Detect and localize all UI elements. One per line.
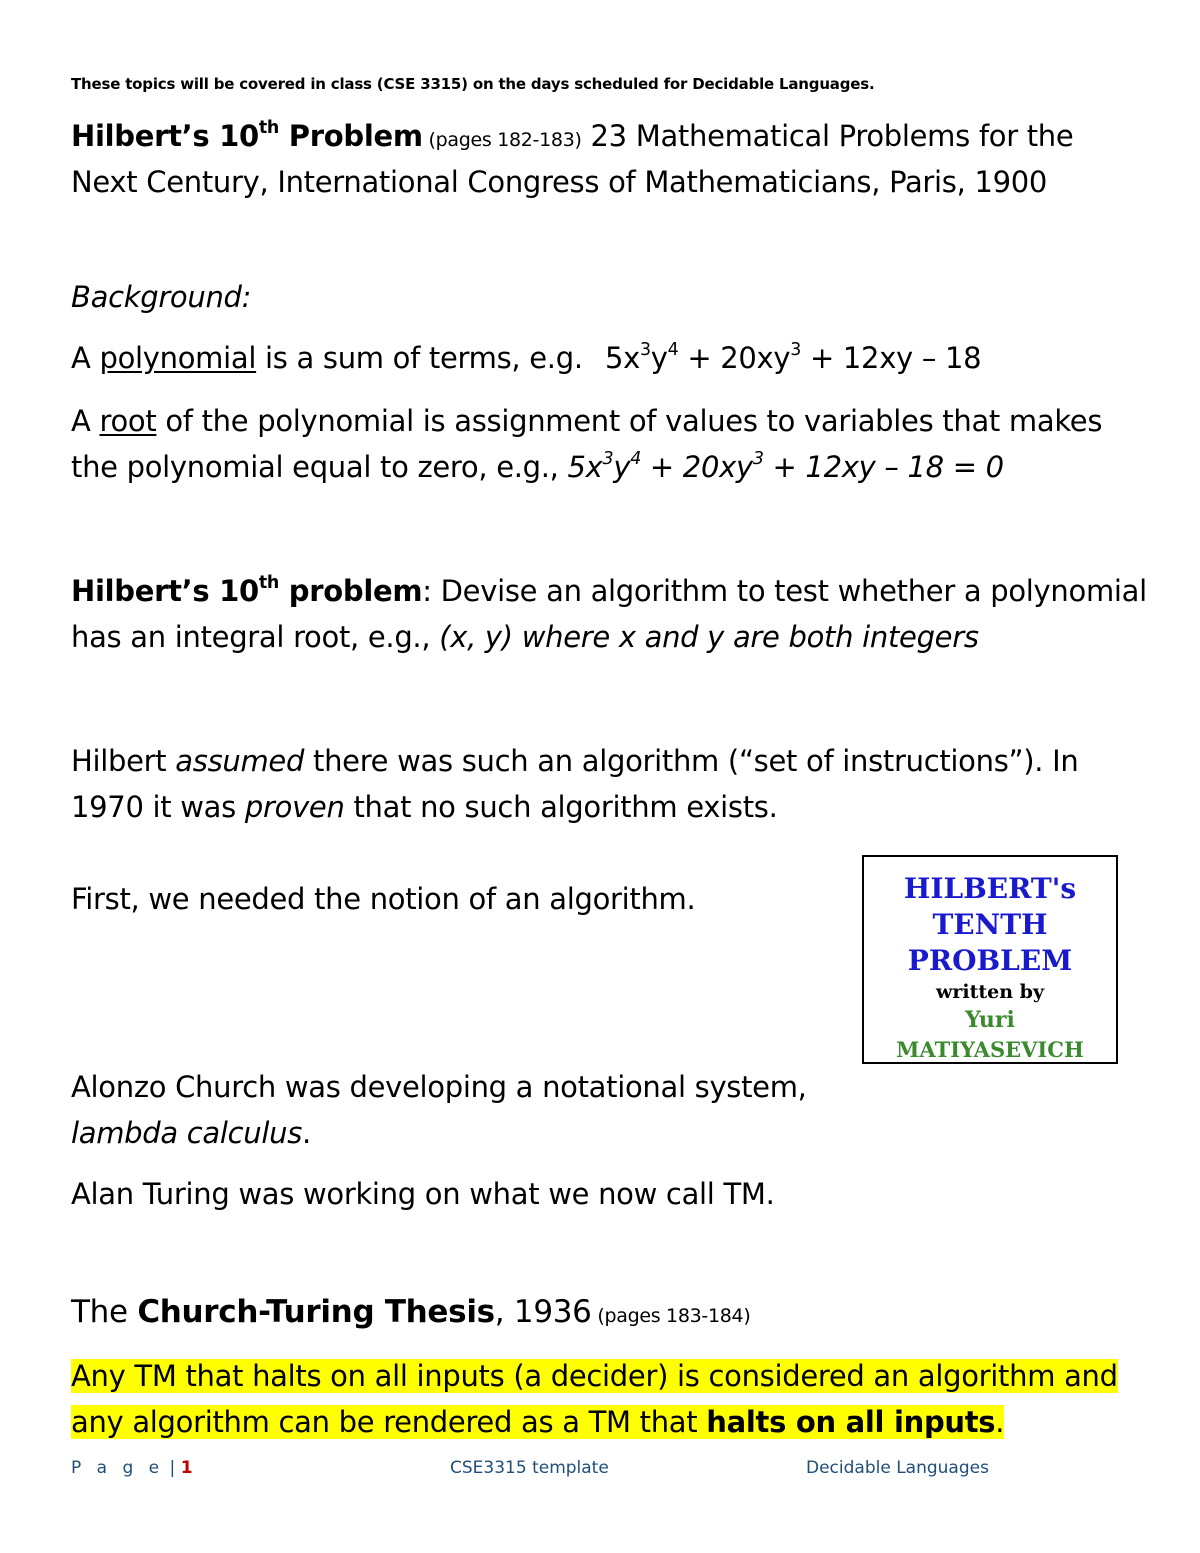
- root-line2-text: the polynomial equal to zero, e.g.,: [71, 450, 568, 484]
- thesis-pages: (pages 183-184): [591, 1305, 751, 1327]
- root-definition-line1: [71, 398, 1102, 444]
- proven-italic: proven: [244, 790, 345, 824]
- poly-ex-sup2: 4: [667, 339, 679, 360]
- poly-ex-mid: + 20xy: [678, 341, 791, 375]
- book-line-written-by: written by: [936, 981, 1044, 1003]
- book-author-last: MATIYASEVICH: [896, 1037, 1084, 1062]
- highlight-bold: halts on all inputs: [706, 1405, 996, 1439]
- polynomial-text-b: is a sum of terms, e.g.: [256, 341, 583, 375]
- problem-line2: [71, 614, 979, 660]
- heading-pages: (pages 182-183): [422, 129, 582, 151]
- heading-title: Hilbert’s 10: [71, 119, 259, 153]
- footer-page: [71, 1458, 193, 1478]
- heading-hilbert-line2: Next Century, International Congress of Mathematicians, Paris, 1900: [71, 165, 1048, 199]
- church-period: .: [302, 1116, 311, 1150]
- book-author-first: Yuri: [965, 1007, 1015, 1033]
- book-line-problem: PROBLEM: [907, 944, 1073, 977]
- problem-line2-italic: (x, y) where x and y are both integers: [439, 620, 979, 654]
- root-ex-end: + 12xy – 18 = 0: [763, 450, 1004, 484]
- thesis-heading: [71, 1292, 750, 1336]
- assumed-b: there was such an algorithm (“set of instructions”). In: [304, 744, 1079, 778]
- assumed-d: that no such algorithm exists.: [344, 790, 778, 824]
- highlight-end: .: [995, 1405, 1005, 1439]
- church-line1: Alonzo Church was developing a notational system,: [71, 1070, 807, 1104]
- root-example: [568, 450, 1004, 484]
- polynomial-example: [605, 335, 981, 381]
- root-term: root: [99, 404, 157, 438]
- root-ex-sup3: 3: [752, 448, 764, 469]
- poly-ex-y: y: [650, 341, 668, 375]
- highlight-line1: [71, 1353, 1118, 1399]
- thesis-a: The: [71, 1294, 138, 1330]
- header-note: These topics will be covered in class (CSE 3315) on the days scheduled for Decidable Languages.: [71, 75, 875, 93]
- poly-ex-sup3: 3: [790, 339, 802, 360]
- footer-center: CSE3315 template: [450, 1458, 609, 1478]
- problem-rest: : Devise an algorithm to test whether a polynomial: [422, 574, 1147, 608]
- heading-sup: th: [258, 117, 279, 138]
- problem-title: Hilbert’s 10: [71, 574, 259, 608]
- root-ex-sup2: 4: [630, 448, 641, 469]
- lambda-calculus: lambda calculus: [71, 1116, 303, 1150]
- thesis-title: Church-Turing Thesis: [137, 1294, 495, 1330]
- root-text-a: A: [71, 404, 100, 438]
- root-text-b: of the polynomial is assignment of values to variables that makes: [156, 404, 1103, 438]
- polynomial-term: polynomial: [99, 341, 257, 375]
- highlight-line2: [71, 1399, 1004, 1445]
- problem-line1: [71, 568, 1147, 614]
- heading-title-end: Problem: [278, 119, 423, 153]
- poly-ex-end: + 12xy – 18: [801, 341, 982, 375]
- book-line-tenth: TENTH: [932, 908, 1048, 941]
- heading-hilbert-line1: [71, 113, 1073, 163]
- book-title-box: [862, 855, 1118, 1064]
- footer-page-label: P a g e: [71, 1458, 165, 1478]
- turing-text: Alan Turing was working on what we now call TM.: [71, 1177, 775, 1211]
- assumed-line1: [71, 738, 1078, 784]
- highlight-text1: Any TM that halts on all inputs (a decider) is considered an algorithm and: [71, 1359, 1118, 1393]
- footer-right: Decidable Languages: [806, 1458, 989, 1478]
- book-line-hilberts: HILBERT's: [903, 872, 1077, 905]
- assumed-italic: assumed: [175, 744, 305, 778]
- problem-line2-text: has an integral root, e.g.,: [71, 620, 440, 654]
- footer-page-number: 1: [180, 1458, 193, 1478]
- root-ex-pre: 5x: [567, 450, 603, 484]
- root-ex-mid: + 20xy: [640, 450, 753, 484]
- notion-text: First, we needed the notion of an algorithm.: [71, 882, 696, 916]
- assumed-c: 1970 it was: [71, 790, 245, 824]
- poly-ex-sup1: 3: [640, 339, 651, 360]
- root-ex-sup1: 3: [602, 448, 614, 469]
- heading-rest: 23 Mathematical Problems for the: [581, 119, 1074, 153]
- problem-title-end: problem: [278, 574, 423, 608]
- polynomial-definition: [71, 335, 583, 381]
- assumed-line2: [71, 784, 778, 830]
- church-line2: [71, 1110, 311, 1156]
- poly-ex-pre: 5x: [605, 341, 641, 375]
- polynomial-text-a: A: [71, 341, 100, 375]
- assumed-a: Hilbert: [71, 744, 176, 778]
- problem-sup: th: [258, 572, 279, 593]
- root-definition-line2: [71, 444, 1004, 490]
- thesis-year: , 1936: [494, 1294, 592, 1330]
- footer-sep: |: [164, 1458, 181, 1478]
- root-ex-y: y: [613, 450, 631, 484]
- highlight-text2a: any algorithm can be rendered as a TM that: [71, 1405, 707, 1439]
- background-label: Background:: [71, 280, 252, 314]
